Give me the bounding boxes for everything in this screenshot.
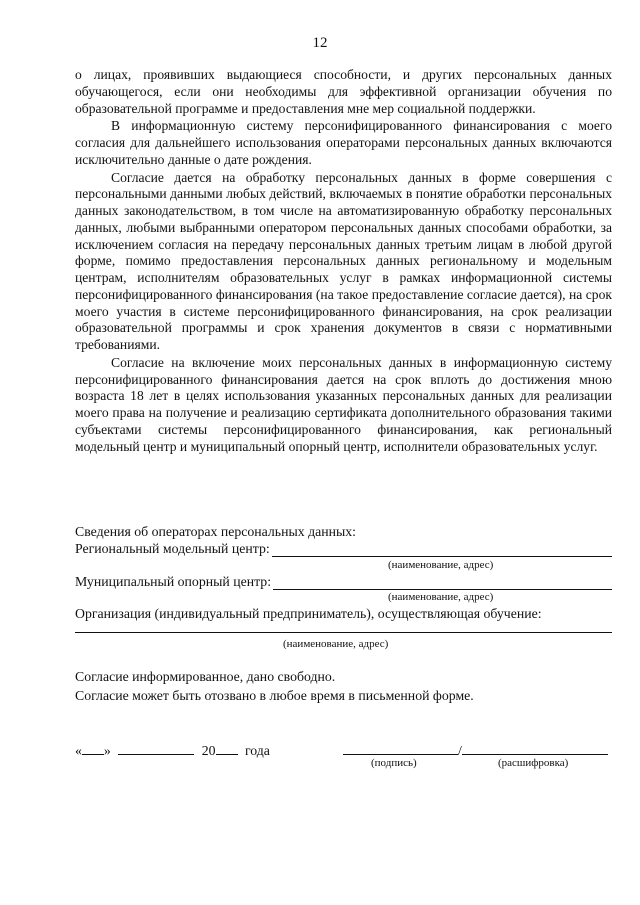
municipal-center-field[interactable] bbox=[273, 576, 612, 590]
organization-caption: (наименование, адрес) bbox=[283, 638, 389, 650]
signature-caption: (подпись) bbox=[371, 757, 417, 769]
paragraph: о лицах, проявивших выдающиеся способности, и других персональных данных обучающегося, если они необходимы для эффективной организации обучения по образовательной программе и предоставления мне мер социальной поддержки. bbox=[75, 67, 612, 116]
municipal-center-caption: (наименование, адрес) bbox=[388, 591, 494, 603]
signature-field[interactable] bbox=[343, 742, 458, 755]
regional-center-label: Региональный модельный центр: bbox=[75, 541, 270, 556]
signature-row bbox=[75, 742, 612, 772]
consent-note-revocable: Согласие может быть отозвано в любое время в письменной форме. bbox=[75, 688, 474, 703]
signature-slash: / bbox=[458, 743, 462, 758]
quote-close: » bbox=[103, 743, 111, 758]
day-field[interactable] bbox=[82, 742, 104, 755]
municipal-center-label: Муниципальный опорный центр: bbox=[75, 574, 272, 589]
operators-heading: Сведения об операторах персональных данных: bbox=[75, 524, 356, 539]
page-number: 12 bbox=[312, 35, 328, 51]
paragraph: Согласие на включение моих персональных данных в информационную систему персонифицированного финансирования дается на срок вплоть до достижения мною возраста 18 лет в целях использования указанных персональных данных для реализации моего права на получение и реализацию сертификата дополнительного образования такими субъектами системы персонифицированного финансирования, как региональный модельный центр и муниципальный опорный центр, исполнители образовательных услуг. bbox=[75, 354, 612, 454]
consent-note-informed: Согласие информированное, дано свободно. bbox=[75, 669, 336, 684]
organization-label: Организация (индивидуальный предприниматель), осуществляющая обучение: bbox=[75, 606, 542, 621]
decoding-caption: (расшифровка) bbox=[498, 757, 569, 769]
consent-body bbox=[75, 67, 612, 456]
decoding-field[interactable] bbox=[462, 742, 608, 755]
paragraph: В информационную систему персонифицированного финансирования с моего согласия для дальнейшего использования операторами персональных данных включаются исключительно данные о дате рождения. bbox=[75, 118, 612, 167]
year-suffix: года bbox=[244, 743, 270, 758]
regional-center-row bbox=[75, 540, 612, 557]
regional-center-field[interactable] bbox=[272, 543, 612, 557]
year-field[interactable] bbox=[216, 742, 238, 755]
paragraph: Согласие дается на обработку персональных данных в форме совершения с персональными данными любых действий, включаемых в понятие обработки персональных данных законодательством, в том числе на автоматизированную обработку персональных данных, любыми выбранными оператором персональных данных способами обработки, за исключением согласия на передачу персональных данных третьим лицам в любой другой форме, помимо предоставления персональных данных региональному и модельным центрам, исполнителям образовательных услуг в рамках информационной системы персонифицированного финансирования (на такое предоставление согласие дается), на срок моего участия в системе персонифицированного финансирования, на срок реализации образовательной программы и срок хранения документов в связи с нормативными требованиями. bbox=[75, 169, 612, 352]
year-prefix: 20 bbox=[201, 743, 216, 758]
municipal-center-row bbox=[75, 573, 612, 590]
month-field[interactable] bbox=[118, 742, 194, 755]
organization-field[interactable] bbox=[75, 620, 612, 633]
regional-center-caption: (наименование, адрес) bbox=[388, 559, 494, 571]
quote-open: « bbox=[75, 743, 82, 758]
